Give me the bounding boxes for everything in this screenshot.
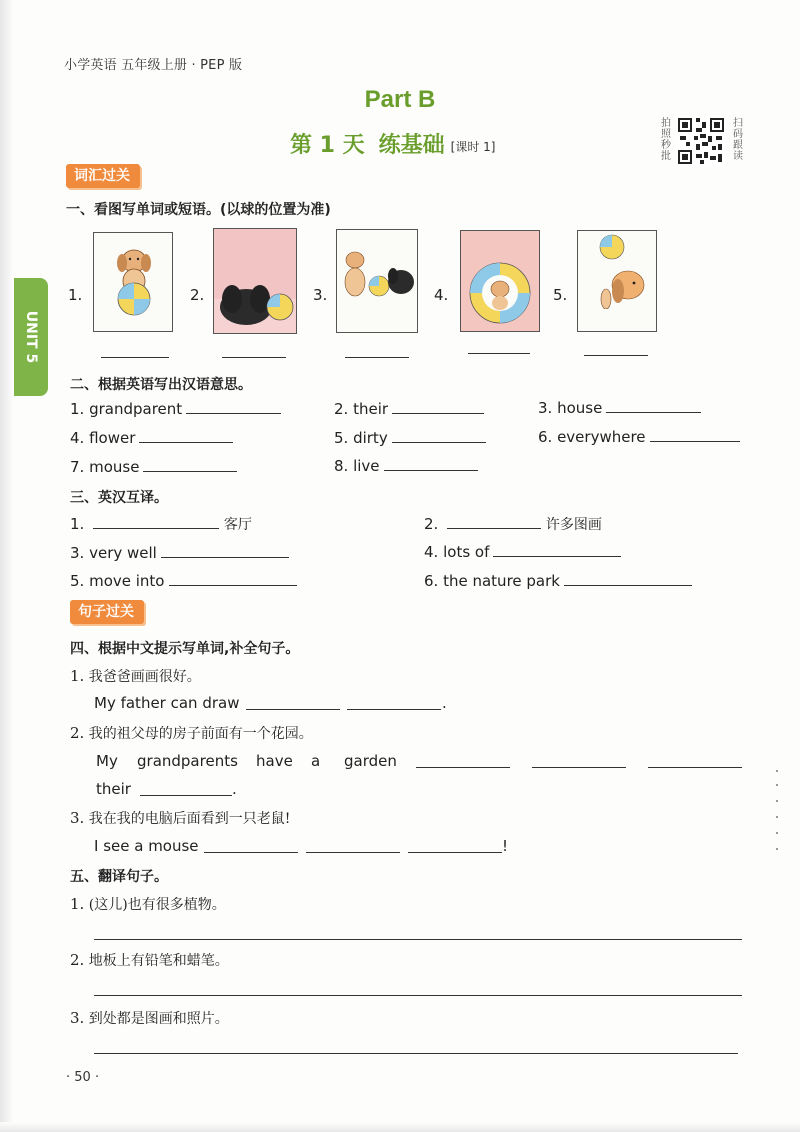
word-item: 3. house — [538, 399, 701, 417]
translate-sentence: 1. (这儿)也有很多植物。 — [70, 895, 226, 913]
answer-blank[interactable] — [347, 708, 441, 710]
lesson-tag: [课时 1] — [450, 139, 496, 154]
part-title: Part B — [364, 86, 436, 113]
unit-tab-label: UNIT 5 — [23, 310, 39, 364]
answer-line[interactable] — [94, 1052, 738, 1054]
translate-sentence: 2. 地板上有铅笔和蜡笔。 — [70, 951, 229, 969]
answer-blank[interactable] — [408, 851, 502, 853]
page-number: · 50 · — [66, 1070, 100, 1085]
picture-dog-on-ball — [93, 232, 173, 332]
page-left-edge — [0, 0, 12, 1132]
answer-line[interactable] — [584, 354, 648, 356]
translate-item: 4. lots of — [424, 543, 621, 561]
answer-blank[interactable] — [532, 766, 626, 768]
answer-blank[interactable] — [306, 851, 400, 853]
qr-left-caption: 拍照秒批 — [661, 118, 671, 162]
book-title: 小学英语 五年级上册 · PEP 版 — [64, 58, 243, 73]
answer-blank[interactable] — [143, 459, 237, 472]
picture-number: 2. — [190, 286, 205, 304]
section-1-title: 一、看图写单词或短语。(以球的位置为准) — [66, 202, 331, 218]
word-item: 4. flower — [70, 429, 233, 447]
picture-dog-in-ball — [460, 230, 540, 332]
section-2-title: 二、根据英语写出汉语意思。 — [70, 377, 252, 393]
question-en-word: have — [256, 752, 293, 770]
qr-right-caption: 扫码跟读 — [733, 118, 743, 162]
answer-blank[interactable] — [384, 458, 478, 471]
answer-line[interactable] — [94, 994, 742, 996]
picture-ball-above-dog — [577, 230, 657, 332]
section-4-title: 四、根据中文提示写单词,补全句子。 — [70, 641, 300, 657]
section-3-title: 三、英汉互译。 — [70, 490, 168, 506]
answer-blank[interactable] — [204, 851, 298, 853]
answer-blank[interactable] — [169, 573, 297, 586]
sentence-banner: 句子过关 — [70, 600, 144, 624]
day-label: 第 1 天 — [290, 133, 365, 158]
answer-blank[interactable] — [140, 794, 232, 796]
margin-dot — [776, 784, 778, 786]
question-en-word: a — [311, 752, 321, 770]
word-item: 8. live — [334, 457, 478, 475]
question-en-word: their — [96, 780, 131, 798]
sentence-end: . — [442, 694, 447, 712]
picture-number: 5. — [553, 286, 568, 304]
answer-blank[interactable] — [139, 430, 233, 443]
answer-line[interactable] — [222, 356, 286, 358]
margin-dot — [776, 770, 778, 772]
margin-dot — [776, 816, 778, 818]
answer-blank[interactable] — [392, 430, 486, 443]
answer-blank[interactable] — [186, 401, 281, 414]
picture-number: 4. — [434, 286, 449, 304]
translate-item: 2. 许多图画 — [424, 515, 602, 533]
question-cn: 1. 我爸爸画画很好。 — [70, 667, 201, 685]
answer-blank[interactable] — [648, 766, 742, 768]
margin-dot — [776, 832, 778, 834]
translate-sentence: 3. 到处都是图画和照片。 — [70, 1009, 229, 1027]
question-en: I see a mouse — [94, 837, 199, 855]
translate-item: 3. very well — [70, 544, 289, 562]
question-en-word: grandparents — [137, 752, 238, 770]
word-item: 1. grandparent — [70, 400, 281, 418]
sentence-end: . — [232, 780, 237, 798]
picture-number: 3. — [313, 286, 328, 304]
answer-line[interactable] — [345, 356, 409, 358]
question-en-word: My — [96, 752, 118, 770]
day-lesson-title — [290, 128, 495, 159]
answer-blank[interactable] — [493, 544, 621, 557]
answer-blank[interactable] — [416, 766, 510, 768]
answer-blank[interactable] — [650, 429, 740, 442]
answer-blank[interactable] — [392, 401, 484, 414]
word-item: 5. dirty — [334, 429, 486, 447]
sentence-end: ! — [502, 837, 509, 855]
section-5-title: 五、翻译句子。 — [70, 869, 168, 885]
answer-blank[interactable] — [93, 516, 219, 529]
qr-code-icon[interactable] — [676, 116, 726, 166]
word-item: 2. their — [334, 400, 484, 418]
word-item: 7. mouse — [70, 458, 237, 476]
answer-line[interactable] — [468, 352, 530, 354]
translate-item: 5. move into — [70, 572, 297, 590]
question-en-word: garden — [344, 752, 397, 770]
answer-blank[interactable] — [447, 516, 541, 529]
lesson-label: 练基础 — [378, 133, 445, 158]
question-en: My father can draw — [94, 694, 240, 712]
margin-dot — [776, 848, 778, 850]
page-bottom-edge — [0, 1122, 800, 1132]
picture-ball-next-to-dog — [213, 228, 297, 334]
answer-blank[interactable] — [606, 400, 701, 413]
vocab-banner: 词汇过关 — [66, 164, 140, 188]
word-item: 6. everywhere — [538, 428, 740, 446]
question-cn: 2. 我的祖父母的房子前面有一个花园。 — [70, 724, 313, 742]
answer-line[interactable] — [101, 356, 169, 358]
translate-item: 6. the nature park — [424, 572, 692, 590]
question-cn: 3. 我在我的电脑后面看到一只老鼠! — [70, 809, 291, 827]
translate-item: 1. 客厅 — [70, 515, 252, 533]
picture-ball-between-dogs — [336, 229, 418, 333]
answer-line[interactable] — [94, 938, 742, 940]
answer-blank[interactable] — [161, 545, 289, 558]
answer-blank[interactable] — [246, 708, 340, 710]
answer-blank[interactable] — [564, 573, 692, 586]
picture-number: 1. — [68, 286, 83, 304]
margin-dot — [776, 800, 778, 802]
